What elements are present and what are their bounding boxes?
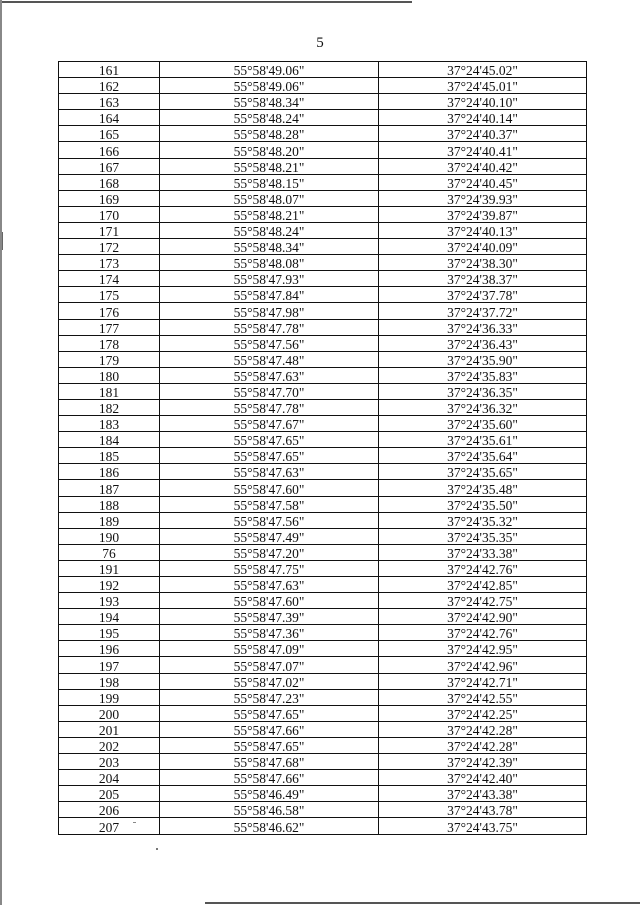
table-row [59,802,587,818]
latitude-cell: 55°58'48.34" [160,239,379,255]
longitude-cell: 37°24'42.28" [379,721,587,737]
table-row [59,190,587,206]
point-number-cell: 195 [59,625,160,641]
latitude-cell: 55°58'47.78" [160,399,379,415]
point-number-cell: 184 [59,432,160,448]
table-row [59,818,587,834]
table-row [59,641,587,657]
table-row [59,560,587,576]
scan-top-rule [0,1,412,3]
point-number-cell: 202 [59,737,160,753]
latitude-cell: 55°58'47.60" [160,593,379,609]
longitude-cell: 37°24'42.28" [379,737,587,753]
point-number-cell: 186 [59,464,160,480]
latitude-cell: 55°58'47.02" [160,673,379,689]
latitude-cell: 55°58'47.60" [160,480,379,496]
table-row [59,689,587,705]
latitude-cell: 55°58'49.06" [160,78,379,94]
latitude-cell: 55°58'47.68" [160,754,379,770]
point-number-cell: 188 [59,496,160,512]
table-row [59,544,587,560]
point-number-cell: 204 [59,770,160,786]
latitude-cell: 55°58'47.93" [160,271,379,287]
point-number-cell: 163 [59,94,160,110]
coordinates-table [58,61,587,835]
latitude-cell: 55°58'48.24" [160,110,379,126]
scan-speck [156,848,158,850]
longitude-cell: 37°24'33.38" [379,544,587,560]
latitude-cell: 55°58'47.75" [160,560,379,576]
latitude-cell: 55°58'47.39" [160,609,379,625]
latitude-cell: 55°58'47.36" [160,625,379,641]
scan-left-edge [0,0,2,905]
latitude-cell: 55°58'48.15" [160,174,379,190]
longitude-cell: 37°24'45.02" [379,62,587,78]
longitude-cell: 37°24'37.72" [379,303,587,319]
longitude-cell: 37°24'40.13" [379,222,587,238]
table-row [59,448,587,464]
table-row [59,303,587,319]
longitude-cell: 37°24'42.40" [379,770,587,786]
longitude-cell: 37°24'39.93" [379,190,587,206]
point-number-cell: 190 [59,528,160,544]
longitude-cell: 37°24'38.30" [379,255,587,271]
longitude-cell: 37°24'42.85" [379,577,587,593]
latitude-cell: 55°58'47.98" [160,303,379,319]
point-number-cell: 165 [59,126,160,142]
latitude-cell: 55°58'47.67" [160,416,379,432]
longitude-cell: 37°24'43.38" [379,786,587,802]
longitude-cell: 37°24'42.76" [379,625,587,641]
point-number-cell: 203 [59,754,160,770]
table-row [59,416,587,432]
point-number-cell: 180 [59,367,160,383]
point-number-cell: 207 [59,818,160,834]
longitude-cell: 37°24'45.01" [379,78,587,94]
table-row [59,480,587,496]
latitude-cell: 55°58'48.08" [160,255,379,271]
table-row [59,62,587,78]
point-number-cell: 179 [59,351,160,367]
latitude-cell: 55°58'47.65" [160,448,379,464]
table-row [59,367,587,383]
latitude-cell: 55°58'49.06" [160,62,379,78]
longitude-cell: 37°24'40.09" [379,239,587,255]
table-row [59,721,587,737]
latitude-cell: 55°58'47.63" [160,464,379,480]
point-number-cell: 173 [59,255,160,271]
scan-left-mark [2,232,3,250]
table-row [59,142,587,158]
point-number-cell: 76 [59,544,160,560]
point-number-cell: 171 [59,222,160,238]
point-number-cell: 201 [59,721,160,737]
longitude-cell: 37°24'38.37" [379,271,587,287]
longitude-cell: 37°24'35.35" [379,528,587,544]
latitude-cell: 55°58'48.28" [160,126,379,142]
scan-bottom-rule [205,902,640,904]
longitude-cell: 37°24'35.61" [379,432,587,448]
longitude-cell: 37°24'42.96" [379,657,587,673]
table-row [59,399,587,415]
latitude-cell: 55°58'47.84" [160,287,379,303]
longitude-cell: 37°24'43.75" [379,818,587,834]
point-number-cell: 198 [59,673,160,689]
table-row [59,287,587,303]
latitude-cell: 55°58'47.63" [160,577,379,593]
table-row [59,126,587,142]
page-number: 5 [316,35,324,51]
latitude-cell: 55°58'47.66" [160,721,379,737]
latitude-cell: 55°58'47.56" [160,512,379,528]
longitude-cell: 37°24'42.71" [379,673,587,689]
point-number-cell: 161 [59,62,160,78]
point-number-cell: 187 [59,480,160,496]
table-row [59,206,587,222]
latitude-cell: 55°58'47.09" [160,641,379,657]
point-number-cell: 175 [59,287,160,303]
longitude-cell: 37°24'40.41" [379,142,587,158]
longitude-cell: 37°24'42.95" [379,641,587,657]
point-number-cell: 178 [59,335,160,351]
point-number-cell: 193 [59,593,160,609]
table-row [59,335,587,351]
latitude-cell: 55°58'47.63" [160,367,379,383]
point-number-cell: 197 [59,657,160,673]
table-row [59,432,587,448]
longitude-cell: 37°24'40.14" [379,110,587,126]
longitude-cell: 37°24'35.50" [379,496,587,512]
longitude-cell: 37°24'42.90" [379,609,587,625]
table-row [59,770,587,786]
table-row [59,737,587,753]
longitude-cell: 37°24'35.65" [379,464,587,480]
point-number-cell: 194 [59,609,160,625]
table-row [59,705,587,721]
latitude-cell: 55°58'48.07" [160,190,379,206]
latitude-cell: 55°58'48.24" [160,222,379,238]
latitude-cell: 55°58'47.49" [160,528,379,544]
point-number-cell: 199 [59,689,160,705]
table-row [59,222,587,238]
longitude-cell: 37°24'42.76" [379,560,587,576]
point-number-cell: 168 [59,174,160,190]
longitude-cell: 37°24'35.90" [379,351,587,367]
point-number-cell: 167 [59,158,160,174]
point-number-cell: 189 [59,512,160,528]
table-row [59,577,587,593]
table-row [59,174,587,190]
point-number-cell: 174 [59,271,160,287]
table-row [59,657,587,673]
latitude-cell: 55°58'47.65" [160,432,379,448]
longitude-cell: 37°24'42.39" [379,754,587,770]
latitude-cell: 55°58'46.62" [160,818,379,834]
longitude-cell: 37°24'42.55" [379,689,587,705]
table-row [59,158,587,174]
longitude-cell: 37°24'40.37" [379,126,587,142]
table-row [59,383,587,399]
point-number-cell: 192 [59,577,160,593]
table-row [59,754,587,770]
longitude-cell: 37°24'35.48" [379,480,587,496]
point-number-cell: 177 [59,319,160,335]
table-row [59,78,587,94]
longitude-cell: 37°24'36.32" [379,399,587,415]
table-row [59,271,587,287]
table-row [59,593,587,609]
longitude-cell: 37°24'42.25" [379,705,587,721]
point-number-cell: 205 [59,786,160,802]
longitude-cell: 37°24'37.78" [379,287,587,303]
table-row [59,351,587,367]
table-row [59,496,587,512]
table-row [59,94,587,110]
latitude-cell: 55°58'46.58" [160,802,379,818]
table-row [59,528,587,544]
point-number-cell: 200 [59,705,160,721]
latitude-cell: 55°58'47.58" [160,496,379,512]
longitude-cell: 37°24'39.87" [379,206,587,222]
table-row [59,512,587,528]
table-row [59,673,587,689]
table-row [59,609,587,625]
point-number-cell: 206 [59,802,160,818]
point-number-cell: 183 [59,416,160,432]
point-number-cell: 181 [59,383,160,399]
point-number-cell: 166 [59,142,160,158]
latitude-cell: 55°58'47.66" [160,770,379,786]
latitude-cell: 55°58'47.65" [160,705,379,721]
point-number-cell: 185 [59,448,160,464]
point-number-cell: 191 [59,560,160,576]
table-row [59,255,587,271]
point-number-cell: 169 [59,190,160,206]
longitude-cell: 37°24'36.43" [379,335,587,351]
longitude-cell: 37°24'43.78" [379,802,587,818]
latitude-cell: 55°58'47.78" [160,319,379,335]
table-row [59,319,587,335]
longitude-cell: 37°24'35.83" [379,367,587,383]
longitude-cell: 37°24'36.35" [379,383,587,399]
point-number-cell: 170 [59,206,160,222]
longitude-cell: 37°24'40.10" [379,94,587,110]
latitude-cell: 55°58'47.20" [160,544,379,560]
latitude-cell: 55°58'48.21" [160,158,379,174]
latitude-cell: 55°58'47.07" [160,657,379,673]
table-row [59,625,587,641]
latitude-cell: 55°58'47.23" [160,689,379,705]
longitude-cell: 37°24'40.45" [379,174,587,190]
table-row [59,239,587,255]
table-row [59,110,587,126]
longitude-cell: 37°24'42.75" [379,593,587,609]
latitude-cell: 55°58'46.49" [160,786,379,802]
latitude-cell: 55°58'47.65" [160,737,379,753]
point-number-cell: 182 [59,399,160,415]
point-number-cell: 176 [59,303,160,319]
longitude-cell: 37°24'35.32" [379,512,587,528]
latitude-cell: 55°58'47.70" [160,383,379,399]
point-number-cell: 162 [59,78,160,94]
latitude-cell: 55°58'48.21" [160,206,379,222]
table-row [59,786,587,802]
latitude-cell: 55°58'47.48" [160,351,379,367]
coordinates-table-body [59,62,587,835]
latitude-cell: 55°58'47.56" [160,335,379,351]
point-number-cell: 164 [59,110,160,126]
latitude-cell: 55°58'48.34" [160,94,379,110]
point-number-cell: 172 [59,239,160,255]
longitude-cell: 37°24'40.42" [379,158,587,174]
longitude-cell: 37°24'36.33" [379,319,587,335]
latitude-cell: 55°58'48.20" [160,142,379,158]
table-row [59,464,587,480]
longitude-cell: 37°24'35.64" [379,448,587,464]
longitude-cell: 37°24'35.60" [379,416,587,432]
point-number-cell: 196 [59,641,160,657]
